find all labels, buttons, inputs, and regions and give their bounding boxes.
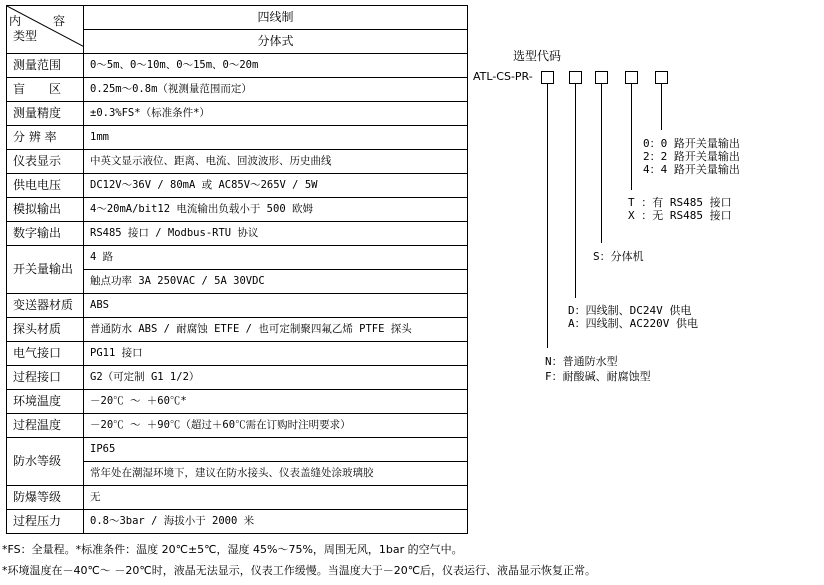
table-row: [7, 366, 468, 390]
row-value: G2（可定制 G1 1/2）: [84, 366, 468, 390]
row-label: 过程压力: [7, 510, 84, 534]
row-value: 0～5m、0～10m、0～15m、0～20m: [84, 54, 468, 78]
model-code-prefix: ATL-CS-PR-: [473, 70, 533, 83]
row-value: 0.25m～0.8m（视测量范围而定）: [84, 78, 468, 102]
row-label: 盲 区: [7, 78, 84, 102]
row-value: RS485 接口 / Modbus-RTU 协议: [84, 222, 468, 246]
footnote-fs: *FS：全量程。*标准条件：温度 20℃±5℃，湿度 45%～75%，周围无风，1bar 的空气中。: [2, 543, 463, 556]
row-label: 防爆等级: [7, 486, 84, 510]
table-row: [7, 198, 468, 222]
option-rs485-no: X ：无 RS485 接口: [628, 209, 732, 222]
connector-line-1: [547, 84, 548, 348]
table-row: [7, 390, 468, 414]
connector-line-2: [575, 84, 576, 298]
table-row: [7, 150, 468, 174]
option-rs485-yes: T ：有 RS485 接口: [628, 196, 732, 209]
row-label: 测量精度: [7, 102, 84, 126]
header-corner-cell: [7, 6, 84, 54]
code-box-4: [625, 71, 638, 84]
row-label: 模拟输出: [7, 198, 84, 222]
option-probe-standard: N：普通防水型: [545, 355, 618, 368]
spec-table: [6, 5, 468, 534]
table-row: [7, 342, 468, 366]
table-row: [7, 510, 468, 534]
option-switch-0: 0：0 路开关量输出: [643, 137, 740, 150]
corner-content-label: 内 容: [8, 14, 75, 28]
row-value: 无: [84, 486, 468, 510]
table-row: [7, 318, 468, 342]
row-label: 仪表显示: [7, 150, 84, 174]
header-wiring: 四线制: [84, 6, 468, 30]
footnote-temperature: *环境温度在－40℃～ －20℃时，液晶无法显示，仪表工作缓慢。当温度大于－20℃后，仪表运行、液晶显示恢复正常。: [2, 564, 597, 577]
row-value: IP65: [84, 438, 468, 462]
row-label: 过程接口: [7, 366, 84, 390]
row-label: 电气接口: [7, 342, 84, 366]
table-row: [7, 414, 468, 438]
option-split-type: S：分体机: [593, 250, 644, 263]
table-row: [7, 438, 468, 462]
row-label: 过程温度: [7, 414, 84, 438]
option-probe-corrosion: F：耐酸碱、耐腐蚀型: [545, 370, 651, 383]
code-box-5: [655, 71, 668, 84]
row-label: 环境温度: [7, 390, 84, 414]
code-box-1: [541, 71, 554, 84]
row-value: －20℃ ～ ＋90℃（超过＋60℃需在订购时注明要求）: [84, 414, 468, 438]
row-value: 4 路: [84, 246, 468, 270]
row-label: 开关量输出: [7, 246, 84, 294]
row-value: PG11 接口: [84, 342, 468, 366]
row-label: 探头材质: [7, 318, 84, 342]
table-row: [7, 294, 468, 318]
table-row: [7, 174, 468, 198]
header-type: 分体式: [84, 30, 468, 54]
row-value: ±0.3%FS*（标准条件*）: [84, 102, 468, 126]
table-row: [7, 54, 468, 78]
row-value: 常年处在潮湿环境下，建议在防水接头、仪表盖缝处涂玻璃胶: [84, 462, 468, 486]
table-row: [7, 222, 468, 246]
row-label: 变送器材质: [7, 294, 84, 318]
row-label: 数字输出: [7, 222, 84, 246]
row-value: ABS: [84, 294, 468, 318]
row-label: 防水等级: [7, 438, 84, 486]
row-label: 测量范围: [7, 54, 84, 78]
option-power-ac: A：四线制、AC220V 供电: [568, 317, 698, 330]
row-value: 0.8～3bar / 海拔小于 2000 米: [84, 510, 468, 534]
row-value: 中英文显示液位、距离、电流、回波波形、历史曲线: [84, 150, 468, 174]
row-value: 触点功率 3A 250VAC / 5A 30VDC: [84, 270, 468, 294]
table-row: [7, 126, 468, 150]
row-value: －20℃ ～ ＋60℃*: [84, 390, 468, 414]
row-label: 供电电压: [7, 174, 84, 198]
code-box-3: [595, 71, 608, 84]
option-switch-4: 4：4 路开关量输出: [643, 163, 740, 176]
table-row: [7, 102, 468, 126]
row-label: 分 辨 率: [7, 126, 84, 150]
row-value: 4～20mA/bit12 电流输出负载小于 500 欧姆: [84, 198, 468, 222]
connector-line-5: [661, 84, 662, 130]
corner-type-label: 类型: [13, 29, 38, 43]
row-value: 普通防水 ABS / 耐腐蚀 ETFE / 也可定制聚四氟乙烯 PTFE 探头: [84, 318, 468, 342]
row-value: DC12V～36V / 80mA 或 AC85V～265V / 5W: [84, 174, 468, 198]
connector-line-4: [631, 84, 632, 190]
option-power-dc: D：四线制、DC24V 供电: [568, 304, 692, 317]
model-code-title: 选型代码: [513, 49, 562, 63]
table-row: [7, 486, 468, 510]
table-row: [7, 246, 468, 270]
option-switch-2: 2：2 路开关量输出: [643, 150, 740, 163]
table-row: [7, 78, 468, 102]
row-value: 1mm: [84, 126, 468, 150]
code-box-2: [569, 71, 582, 84]
connector-line-3: [601, 84, 602, 243]
